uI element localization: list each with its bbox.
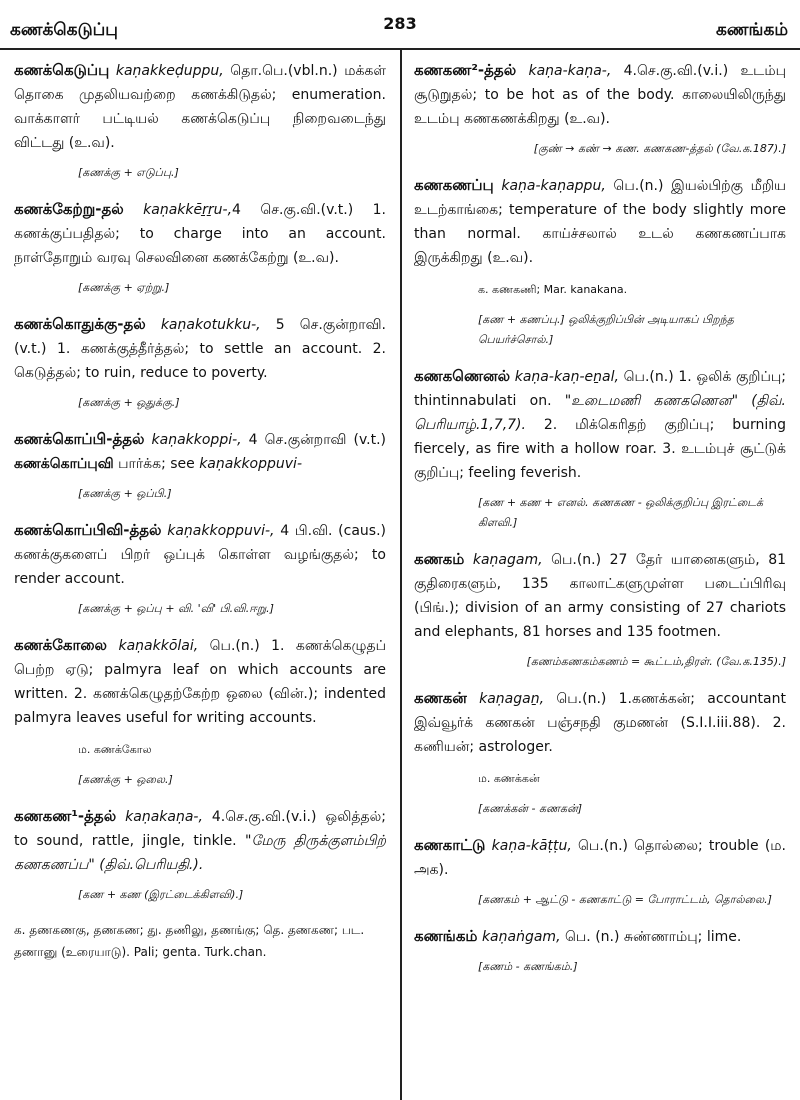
etymology: [கண + கண + எனல். கணகண - ஒலிக்குறிப்பு இரட்டைக் கிளவி.] (478, 496, 764, 529)
transliteration: kaṇa-kaṇ-eṉal, (514, 369, 619, 385)
etymology: [கணக்கு + ஏற்று.] (78, 281, 170, 294)
header-right-guideword: கணங்கம் (716, 20, 788, 40)
etymology: [கணக்கு + எடுப்பு.] (78, 166, 179, 179)
transliteration: kaṇakkoppi-, (151, 432, 242, 448)
transliteration: kaṇakotukku-, (160, 317, 261, 333)
page-number: 283 (383, 14, 417, 33)
definition: தொ.பெ.(vbl.n.) மக்கள் தொகை முதலியவற்றை கணக்கிடுதல்; enumeration. வாக்காளர் பட்டியல் கணக்கெடுப்பு நிறைவடைந்து விட்டது (உ.வ). (14, 63, 386, 151)
transliteration: kaṇakkoppuvi-, (167, 523, 275, 539)
headword: கணக்கேற்று-தல் (14, 200, 124, 218)
dictionary-entry (414, 686, 786, 759)
etymology: [கண + கணப்பு.] ஒலிக்குறிப்பின் அடியாகப் பிறந்த பெயர்ச்சொல்.] (478, 313, 734, 346)
etymology: [கணக்கன் - கணகன்] (478, 802, 583, 815)
transliteration: kaṇagam, (472, 552, 543, 568)
right-column (414, 58, 786, 1096)
headword: கணக்கொதுக்கு-தல் (14, 315, 146, 333)
dictionary-entry (414, 364, 786, 485)
dictionary-entry (414, 547, 786, 644)
headword: கணகம் (414, 550, 465, 568)
dictionary-entry (414, 833, 786, 882)
dictionary-entry (14, 633, 386, 730)
dictionary-entry (14, 197, 386, 270)
cognates: க. கணகணி; Mar. kanakana. (478, 283, 628, 296)
dictionary-entry (14, 58, 386, 155)
dictionary-entry (414, 924, 786, 949)
transliteration: kaṇakkeḍuppu, (115, 63, 224, 79)
transliteration: kaṇa-kāṭṭu, (491, 838, 572, 854)
definition: 5 செ.குன்றாவி. (v.t.) 1. கணக்குத்தீர்த்தல்; to settle an account. 2. கெடுத்தல்; to ruin, reduce to poverty. (14, 317, 386, 381)
definition: பெ.(n.) தொல்லை; trouble (ம. அக). (414, 838, 786, 878)
dictionary-entry (14, 312, 386, 385)
definition: 4 பி.வி. (caus.) கணக்குகளைப் பிறர் ஒப்புக் கொள்ள வழங்குதல்; to render account. (14, 523, 386, 587)
definition: பெ.(n.) 27 தேர் யானைகளும், 81 குதிரைகளும், 135 காலாட்களுமுள்ள படைப்பிரிவு (பிங்.); division of an army consisting of 27 chariots and elephants, 81 horses and 135 footmen. (414, 552, 786, 640)
definition: 4.செ.கு.வி.(v.i.) ஒலித்தல்; to sound, rattle, jingle, tinkle. (14, 809, 386, 849)
headword: கணக்கோலை (14, 636, 108, 654)
definition: பெ.(n.) 1. கணக்கெழுதப் பெற்ற ஏடு; palmyra leaf on which accounts are written. 2. கணக்கெழுதற்கேற்ற ஒலை (வின்.); indented palmyra leaves useful for writing accounts. (14, 638, 386, 726)
headword: கணக்கெடுப்பு (14, 61, 110, 79)
dictionary-entry (14, 518, 386, 591)
etymology: [குண் → கண் → கண. கணகண-த்தல் (வே.க.187).] (533, 142, 786, 155)
headword: கணகண¹-த்தல் (14, 807, 117, 825)
cognates: க. தணகணகு, தணகண; து. தணிலு, தணங்கு; தெ. தணகண; பட. தணானு (உரையாடு). Pali; genta. Turk.chan. (14, 923, 365, 959)
headword: கணக்கொப்பி-த்தல் (14, 430, 145, 448)
definition: பெ.(n.) இயல்பிற்கு மீறிய உடற்காங்கை; temperature of the body slightly more than normal. காய்ச்சலால் உடல் கணகணப்பாக இருக்கிறது (உ.வ). (414, 178, 786, 266)
definition: பெ. (n.) சுண்ணாம்பு; lime. (560, 929, 742, 945)
headword: கணகன் (414, 689, 467, 707)
etymology: [கணக்கு + ஒதுக்கு.] (78, 396, 180, 409)
quotation: "மேரு திருக்குளம்பிற் கணகணப்ப" (திவ்.பெரியதி.). (14, 833, 386, 873)
etymology: [கணம்கணகம்கணம் = கூட்டம்,திரள். (வே.க.135).] (526, 655, 786, 668)
dictionary-entry (414, 58, 786, 131)
definition: பெ.(n.) 1. ஒலிக் குறிப்பு; thintinnabulati on. (414, 369, 786, 409)
etymology: [கண + கண (இரட்டைக்கிளவி).] (78, 888, 244, 901)
headword: கணகாட்டு (414, 836, 486, 854)
headword: கணகண²-த்தல் (414, 61, 517, 79)
etymology: [கணகம் + ஆட்டு - கணகாட்டு = போராட்டம், தொல்லை.] (478, 893, 772, 906)
transliteration: kaṇakkēṟṟu-, (143, 202, 233, 218)
cognates: ம. கணக்கோல (78, 743, 152, 756)
definition: 4 செ.கு.வி.(v.t.) 1. கணக்குப்பதிதல்; to charge into an account. நாள்தோறும் வரவு செலவினை கணக்கேற்று (உ.வ). (14, 202, 386, 266)
headword: கணங்கம் (414, 927, 478, 945)
etymology: [கணக்கு + ஒப்பு + வி. 'வி' பி.வி.ஈறு.] (78, 602, 274, 615)
headword: கணகணெனல் (414, 367, 511, 385)
cross-reference: கணக்கொப்புவி (14, 456, 114, 472)
header-left-guideword: கணக்கெடுப்பு (10, 20, 118, 40)
page-header (0, 0, 800, 50)
column-divider (400, 50, 402, 1100)
left-column (14, 58, 386, 1096)
transliteration: kaṇa-kaṇa-, (528, 63, 612, 79)
dictionary-entry (14, 427, 386, 476)
quotation: "உடைமணி கணகணென" (திவ். பெரியாழ்.1,7,7). (414, 393, 786, 433)
transliteration: kaṇa-kaṇappu, (501, 178, 606, 194)
transliteration: kaṇakkōlai, (118, 638, 199, 654)
etymology: [கணக்கு + ஒப்பி.] (78, 487, 172, 500)
cross-reference-transliteration: kaṇakkoppuvi- (199, 456, 302, 472)
headword: கணக்கொப்பிவி-த்தல் (14, 521, 162, 539)
dictionary-entry (14, 804, 386, 877)
etymology: [கணம் - கணங்கம்.] (478, 960, 578, 973)
transliteration: kaṇagaṉ, (479, 691, 545, 707)
transliteration: kaṇaṅgam, (481, 929, 561, 945)
definition: 4.செ.கு.வி.(v.i.) உடம்பு சூடுறுதல்; to be hot as of the body. காலையிலிருந்து உடம்பு கணகணக்கிறது (உ.வ). (414, 63, 786, 127)
definition: பெ.(n.) 1.கணக்கன்; accountant இவ்வூர்க் கணகன் பஞ்சநதி குமணன் (S.I.I.iii.88). 2. கணியன்; astrologer. (414, 691, 786, 755)
cognates: ம. கணக்கன் (478, 772, 540, 785)
etymology: [கணக்கு + ஒலை.] (78, 773, 173, 786)
headword: கணகணப்பு (414, 176, 494, 194)
definition-cont: 2. மிக்கெரிதற் குறிப்பு; burning fiercely, as fire with a hollow roar. 3. உடம்புச் சூட்டுக் குறிப்பு; feeling feverish. (414, 417, 786, 481)
definition-cont: பார்க்க; see (113, 456, 200, 472)
transliteration: kaṇakaṇa-, (125, 809, 203, 825)
dictionary-entry (414, 173, 786, 270)
definition: 4 செ.குன்றாவி (v.t.) (241, 432, 386, 448)
